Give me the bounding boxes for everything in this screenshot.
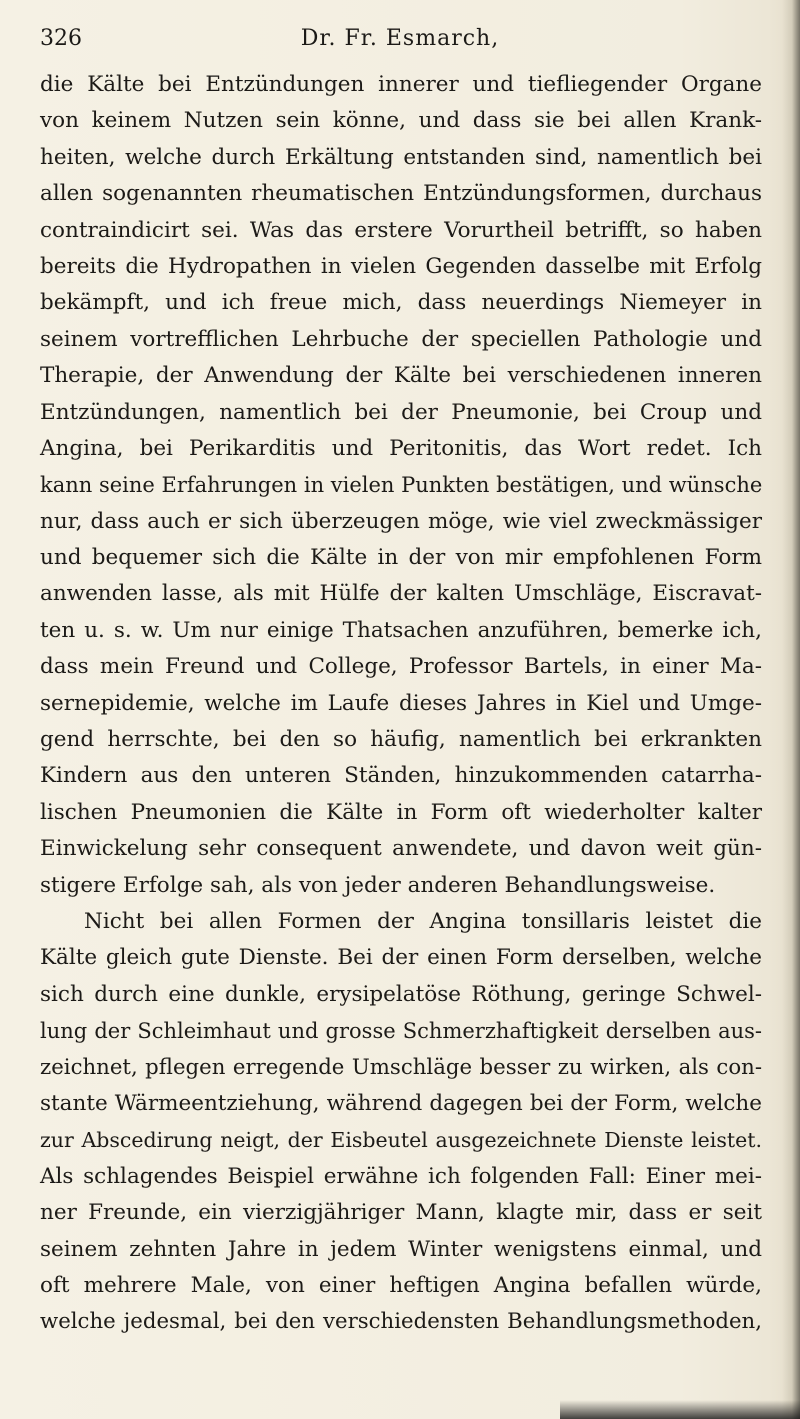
text-line: sich durch eine dunkle, erysipelatöse Röthung, geringe Schwel- bbox=[40, 981, 762, 1007]
text-line: stante Wärmeentziehung, während dagegen bei der Form, welche bbox=[40, 1090, 762, 1116]
text-line: die Kälte bei Entzündungen innerer und tiefliegender Organe bbox=[40, 72, 762, 97]
text-line: von keinem Nutzen sein könne, und dass sie bei allen Krank- bbox=[40, 108, 762, 134]
text-line: ten u. s. w. Um nur einige Thatsachen anzuführen, bemerke ich, bbox=[40, 617, 762, 643]
text-line: oft mehrere Male, von einer heftigen Angina befallen würde, bbox=[40, 1272, 762, 1298]
text-line: ner Freunde, ein vierzigjähriger Mann, klagte mir, dass er seit bbox=[40, 1200, 762, 1226]
text-line: Als schlagendes Beispiel erwähne ich folgenden Fall: Einer mei- bbox=[40, 1163, 762, 1189]
page-number: 326 bbox=[40, 26, 82, 51]
text-line: bereits die Hydropathen in vielen Gegenden dasselbe mit Erfolg bbox=[40, 253, 762, 279]
page-edge-shadow bbox=[782, 0, 800, 1419]
text-line: Kindern aus den unteren Ständen, hinzukommenden catarrha- bbox=[40, 763, 762, 789]
text-line: Einwickelung sehr consequent anwendete, und davon weit gün- bbox=[40, 836, 762, 862]
page-bottom-shadow bbox=[560, 1400, 800, 1419]
body-text bbox=[40, 67, 762, 1341]
text-line: zur Abscedirung neigt, der Eisbeutel ausgezeichnete Dienste leistet. bbox=[40, 1128, 762, 1153]
text-line: bekämpft, und ich freue mich, dass neuerdings Niemeyer in bbox=[40, 290, 762, 316]
text-line: gend herrschte, bei den so häufig, namentlich bei erkrankten bbox=[40, 727, 762, 753]
text-line: lischen Pneumonien die Kälte in Form oft wiederholter kalter bbox=[40, 799, 762, 825]
text-line: und bequemer sich die Kälte in der von mir empfohlenen Form bbox=[40, 545, 762, 571]
paragraph-end-line: stigere Erfolge sah, als von jeder anderen Behandlungsweise. bbox=[40, 872, 716, 898]
text-line: kann seine Erfahrungen in vielen Punkten bestätigen, und wünsche bbox=[40, 473, 763, 498]
running-head: Dr. Fr. Esmarch, bbox=[300, 26, 500, 51]
text-line: anwenden lasse, als mit Hülfe der kalten Umschläge, Eiscravat- bbox=[40, 581, 762, 607]
text-line: nur, dass auch er sich überzeugen möge, wie viel zweckmässiger bbox=[40, 508, 762, 534]
text-line: sernepidemie, welche im Laufe dieses Jahres in Kiel und Umge- bbox=[40, 690, 762, 716]
text-line: seinem zehnten Jahre in jedem Winter wenigstens einmal, und bbox=[40, 1236, 762, 1262]
text-line: seinem vortrefflichen Lehrbuche der speciellen Pathologie und bbox=[40, 326, 762, 352]
text-line: heiten, welche durch Erkältung entstanden sind, namentlich bei bbox=[40, 144, 762, 170]
text-line: allen sogenannten rheumatischen Entzündungsformen, durchaus bbox=[40, 181, 762, 207]
text-line: Therapie, der Anwendung der Kälte bei verschiedenen inneren bbox=[40, 363, 762, 389]
text-line: zeichnet, pflegen erregende Umschläge besser zu wirken, als con- bbox=[40, 1054, 762, 1080]
text-line: Kälte gleich gute Dienste. Bei der einen Form derselben, welche bbox=[40, 945, 762, 971]
text-line: welche jedesmal, bei den verschiedensten Behandlungsmethoden, bbox=[40, 1309, 762, 1335]
text-line: dass mein Freund und College, Professor Bartels, in einer Ma- bbox=[40, 654, 762, 680]
text-line: contraindicirt sei. Was das erstere Vorurtheil betrifft, so haben bbox=[40, 217, 762, 243]
text-line: lung der Schleimhaut und grosse Schmerzhaftigkeit derselben aus- bbox=[40, 1019, 762, 1044]
text-line: Angina, bei Perikarditis und Peritonitis, das Wort redet. Ich bbox=[40, 435, 762, 461]
page-header bbox=[40, 22, 760, 56]
paragraph-start-line: Nicht bei allen Formen der Angina tonsillaris leistet die bbox=[84, 908, 762, 934]
text-line: Entzündungen, namentlich bei der Pneumonie, bei Croup und bbox=[40, 399, 762, 425]
